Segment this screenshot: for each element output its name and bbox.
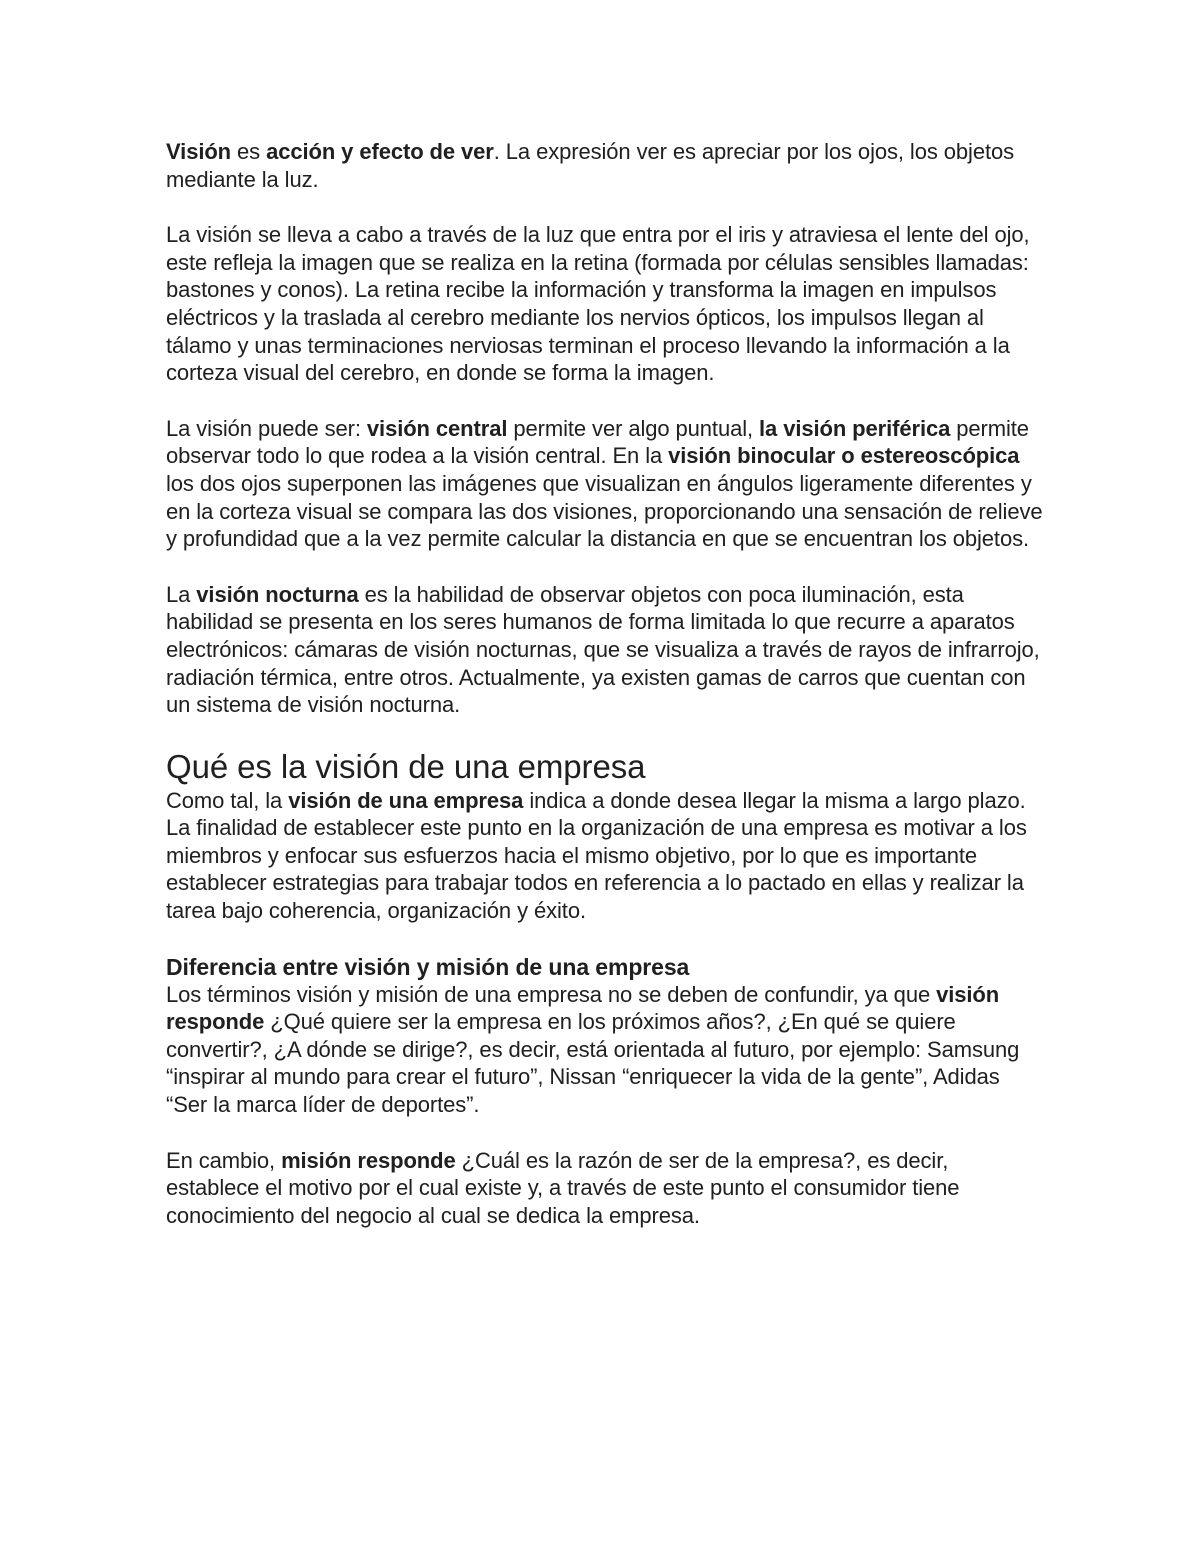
paragraph-vision-responds xyxy=(166,981,1046,1119)
text: Como tal, la xyxy=(166,787,289,813)
term-vision-central: visión central xyxy=(366,415,508,441)
paragraph-company-vision xyxy=(166,787,1046,925)
heading-company-vision: Qué es la visión de una empresa xyxy=(166,747,646,785)
heading-vision-vs-mission: Diferencia entre visión y misión de una empresa xyxy=(166,953,690,980)
paragraph-mission-responds xyxy=(166,1147,1046,1230)
term-accion-efecto: acción y efecto de ver xyxy=(266,139,494,164)
text: es la habilidad de observar objetos con poca iluminación, esta habilidad se presenta en los seres humanos de forma limitada lo que recurre a aparatos electrónicos: cámaras de visión nocturnas, que se visualiza a través de rayos de infrarrojo, radiación térmica, entre otros. Actualmente, ya existen gamas de carros que cuentan con un sistema de visión nocturna. xyxy=(166,581,1040,718)
term-vision-responde: visión responde xyxy=(166,981,1000,1035)
term-vision-empresa: visión de una empresa xyxy=(288,787,524,813)
term-mision-responde: misión responde xyxy=(281,1147,456,1173)
paragraph-night-vision xyxy=(166,581,1046,719)
paragraph-vision-types xyxy=(166,415,1046,553)
text: indica a donde desea llegar la misma a largo plazo. La finalidad de establecer este punto en la organización de una empresa es motivar a los miembros y enfocar sus esfuerzos hacia el mismo objetivo, por lo que es importante establecer estrategias para trabajar todos en referencia a lo pactado en ellas y realizar la tarea bajo coherencia, organización y éxito. xyxy=(166,787,1027,924)
text: . La expresión ver es apreciar por los ojos, los objetos mediante la luz. xyxy=(166,139,1014,192)
term-vision: Visión xyxy=(166,139,232,164)
text: En cambio, xyxy=(166,1147,282,1173)
text: ¿Cuál es la razón de ser de la empresa?, es decir, establece el motivo por el cual existe y, a través de este punto el consumidor tiene conocimiento del negocio al cual se dedica la empresa. xyxy=(166,1147,960,1228)
text: permite observar todo lo que rodea a la visión central. En la xyxy=(166,415,1029,469)
term-vision-periferica: la visión periférica xyxy=(759,415,951,441)
text: ¿Qué quiere ser la empresa en los próximos años?, ¿En qué se quiere convertir?, ¿A dónde se dirige?, es decir, está orientada al futuro, por ejemplo: Samsung “inspirar al mundo para crear el futuro”, Nissan “enriquecer la vida de la gente”, Adidas “Ser la marca líder de deportes”. xyxy=(166,1009,1020,1118)
text: La xyxy=(166,581,197,607)
text: La visión puede ser: xyxy=(166,415,367,441)
document-page xyxy=(166,138,1046,1229)
term-vision-binocular: visión binocular o estereoscópica xyxy=(668,443,1020,469)
paragraph-how-vision-works: La visión se lleva a cabo a través de la luz que entra por el iris y atraviesa el lente del ojo, este refleja la imagen que se realiza en la retina (formada por células sensibles llamadas: bastones y conos). La retina recibe la información y transforma la imagen en impulsos eléctricos y la traslada al cerebro mediante los nervios ópticos, los impulsos llegan al tálamo y unas terminaciones nerviosas terminan el proceso llevando la información a la corteza visual del cerebro, en donde se forma la imagen. xyxy=(166,222,1030,386)
text: permite ver algo puntual, xyxy=(507,415,760,441)
text: es xyxy=(231,139,267,164)
paragraph-definition xyxy=(166,138,1046,193)
term-vision-nocturna: visión nocturna xyxy=(196,581,359,607)
text: los dos ojos superponen las imágenes que visualizan en ángulos ligeramente diferentes y en la corteza visual se compara las dos visiones, proporcionando una sensación de relieve y profundidad que a la vez permite calcular la distancia en que se encuentran los objetos. xyxy=(166,470,1043,552)
text: Los términos visión y misión de una empresa no se deben de confundir, ya que xyxy=(166,981,937,1007)
